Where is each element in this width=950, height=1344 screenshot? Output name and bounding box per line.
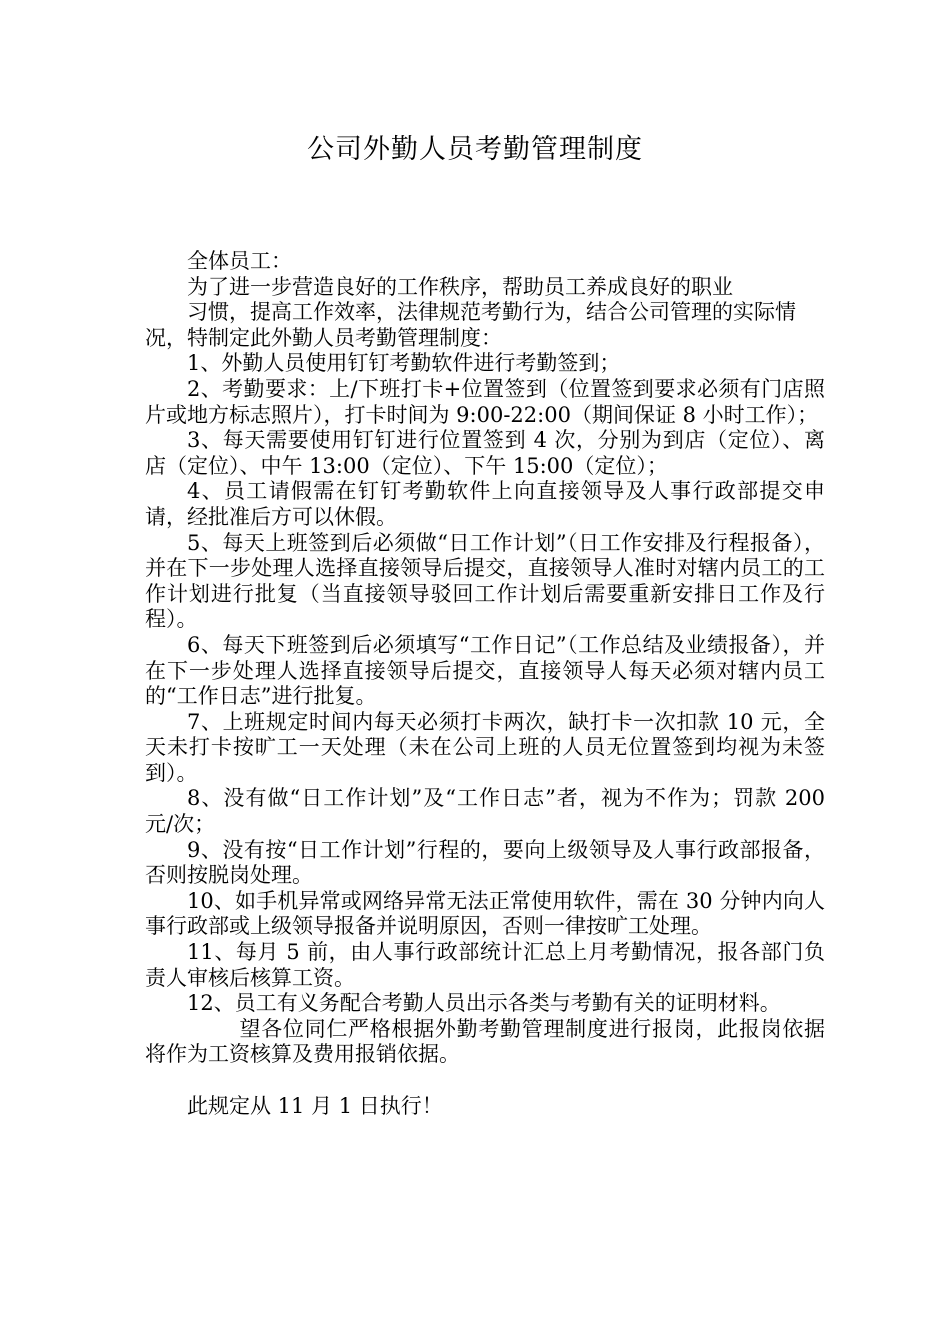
rule-item-7: 7、上班规定时间内每天必须打卡两次，缺打卡一次扣款 10 元，全天未打卡按旷工一天处理（未在公司上班的人员无位置签到均视为未签到）。 [145,709,825,785]
rule-item-12: 12、员工有义务配合考勤人员出示各类与考勤有关的证明材料。 [187,991,781,1016]
closing-paragraph: 望各位同仁严格根据外勤考勤管理制度进行报岗，此报岗依据将作为工资核算及费用报销依据。 [145,1016,825,1067]
greeting: 全体员工： [187,249,292,273]
rule-item-1: 1、外勤人员使用钉钉考勤软件进行考勤签到； [187,351,621,376]
rule-item-6: 6、每天下班签到后必须填写“工作日记”（工作总结及业绩报备），并在下一步处理人选择直接领导后提交，直接领导人每天必须对辖内员工的“工作日志”进行批复。 [145,632,825,709]
intro-line-2: 习惯，提高工作效率，法律规范考勤行为，结合公司管理的实际情况，特制定此外勤人员考勤管理制度： [145,300,796,350]
intro-line-1: 为了进一步营造良好的工作秩序，帮助员工养成良好的职业 [187,274,733,299]
document-title: 公司外勤人员考勤管理制度 [307,134,643,165]
rule-item-2: 2、考勤要求：上/下班打卡+位置签到（位置签到要求必须有门店照片或地方标志照片），打卡时间为 9:00-22:00（期间保证 8 小时工作）； [145,376,825,427]
blank-line [145,1068,825,1094]
rule-item-10: 10、如手机异常或网络异常无法正常使用软件，需在 30 分钟内向人事行政部或上级领导报备并说明原因，否则一律按旷工处理。 [145,888,825,939]
effective-date: 此规定从 11 月 1 日执行！ [187,1093,443,1118]
rule-item-4: 4、员工请假需在钉钉考勤软件上向直接领导及人事行政部提交申请，经批准后方可以休假。 [145,479,825,529]
document-body [145,249,825,1119]
rule-item-8: 8、没有做“日工作计划”及“工作日志”者，视为不作为；罚款 200 元/次； [145,786,825,837]
rule-item-5: 5、每天上班签到后必须做“日工作计划”（日工作安排及行程报备），并在下一步处理人选择直接领导后提交，直接领导人准时对辖内员工的工作计划进行批复（当直接领导驳回工作计划后需要重新安排日工作及行程）。 [145,530,825,632]
rule-item-3: 3、每天需要使用钉钉进行位置签到 4 次，分别为到店（定位）、离店（定位）、中午 13:00（定位）、下午 15:00（定位）； [145,428,825,478]
rule-item-11: 11、每月 5 前，由人事行政部统计汇总上月考勤情况，报各部门负责人审核后核算工资。 [145,940,825,990]
rule-item-9: 9、没有按“日工作计划”行程的，要向上级领导及人事行政部报备，否则按脱岗处理。 [145,837,825,888]
